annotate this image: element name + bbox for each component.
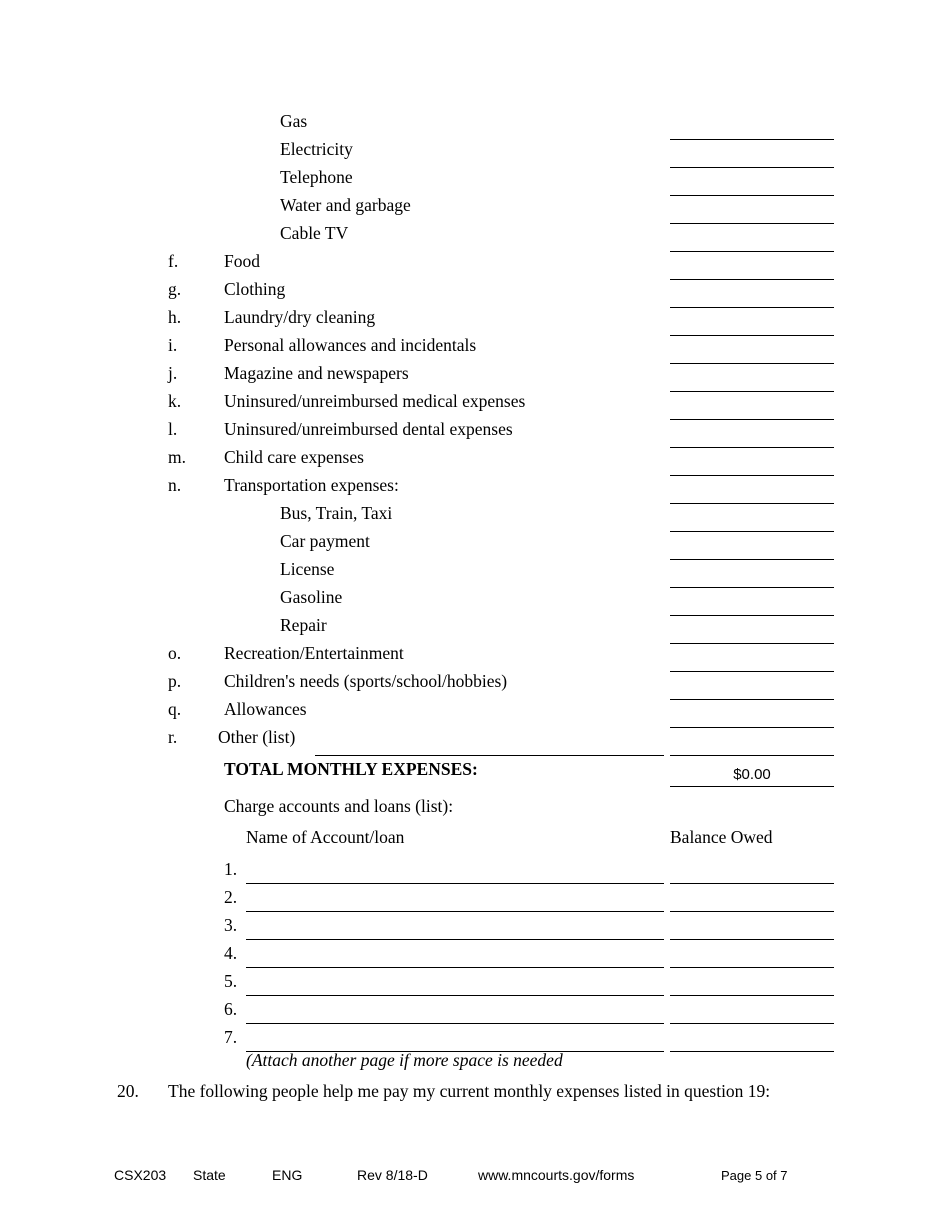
expense-label: Clothing: [224, 279, 286, 299]
loan-name-field[interactable]: [246, 945, 664, 968]
amount-field[interactable]: [670, 117, 834, 140]
amount-field[interactable]: [670, 369, 834, 392]
expense-label: Uninsured/unreimbursed medical expenses: [224, 391, 526, 411]
item-letter: l.: [168, 419, 178, 439]
amount-field[interactable]: [670, 453, 834, 476]
expense-row-water-garbage: [0, 196, 950, 224]
item-letter: p.: [168, 671, 182, 691]
loan-balance-field[interactable]: [670, 973, 834, 996]
expense-label: Bus, Train, Taxi: [280, 503, 393, 523]
item-letter: g.: [168, 279, 182, 299]
expense-row-repair: [0, 616, 950, 644]
amount-field[interactable]: [670, 285, 834, 308]
expense-row-gas: [0, 112, 950, 140]
footer-language: ENG: [272, 1167, 303, 1183]
total-label: TOTAL MONTHLY EXPENSES:: [224, 759, 478, 779]
amount-field[interactable]: [670, 705, 834, 728]
item-letter: k.: [168, 391, 182, 411]
amount-field[interactable]: [670, 649, 834, 672]
expense-row-telephone: [0, 168, 950, 196]
item-letter: i.: [168, 335, 178, 355]
expense-row-transportation: [0, 476, 950, 504]
loan-row: [0, 912, 950, 940]
loan-name-field[interactable]: [246, 1001, 664, 1024]
amount-field[interactable]: [670, 145, 834, 168]
footer-page-number: Page 5 of 7: [721, 1168, 788, 1183]
expense-row-dental: [0, 420, 950, 448]
expense-label: Laundry/dry cleaning: [224, 307, 376, 327]
amount-field[interactable]: [670, 397, 834, 420]
footer-form-id: CSX203: [114, 1167, 167, 1183]
footer-revision: Rev 8/18-D: [357, 1167, 428, 1183]
amount-field[interactable]: [670, 733, 834, 756]
expense-label: Children's needs (sports/school/hobbies): [224, 671, 508, 691]
amount-field[interactable]: [670, 621, 834, 644]
expense-row-personal-allowances: [0, 336, 950, 364]
loan-name-field[interactable]: [246, 889, 664, 912]
expense-row-gasoline: [0, 588, 950, 616]
expense-row-license: [0, 560, 950, 588]
question-number: 20.: [117, 1081, 139, 1101]
loan-row: [0, 996, 950, 1024]
loan-name-field[interactable]: [246, 973, 664, 996]
loan-number: 1.: [224, 859, 238, 879]
item-letter: j.: [168, 363, 178, 383]
expense-row-food: [0, 252, 950, 280]
loan-row: [0, 968, 950, 996]
balance-owed-header: Balance Owed: [670, 827, 773, 847]
expense-row-allowances: [0, 700, 950, 728]
item-letter: n.: [168, 475, 182, 495]
loan-row: [0, 884, 950, 912]
footer-jurisdiction: State: [193, 1167, 226, 1183]
loan-name-field[interactable]: [246, 917, 664, 940]
item-letter: r.: [168, 727, 178, 747]
loan-number: 7.: [224, 1027, 238, 1047]
item-letter: m.: [168, 447, 186, 467]
amount-field[interactable]: [670, 313, 834, 336]
amount-field[interactable]: [670, 257, 834, 280]
expense-label: License: [280, 559, 335, 579]
loan-number: 4.: [224, 943, 238, 963]
expense-row-cable-tv: [0, 224, 950, 252]
expense-row-car-payment: [0, 532, 950, 560]
amount-field[interactable]: [670, 341, 834, 364]
expense-label: Allowances: [224, 699, 307, 719]
expense-label: Personal allowances and incidentals: [224, 335, 477, 355]
amount-field[interactable]: [670, 565, 834, 588]
amount-field[interactable]: [670, 537, 834, 560]
attach-note: (Attach another page if more space is needed: [246, 1050, 563, 1070]
loan-row: [0, 1024, 950, 1052]
expense-label: Other (list): [218, 727, 296, 747]
loan-balance-field[interactable]: [670, 917, 834, 940]
expense-label: Magazine and newspapers: [224, 363, 409, 383]
expense-label: Gasoline: [280, 587, 343, 607]
loan-balance-field[interactable]: [670, 1001, 834, 1024]
loan-balance-field[interactable]: [670, 945, 834, 968]
item-letter: h.: [168, 307, 182, 327]
item-letter: q.: [168, 699, 182, 719]
expense-label: Recreation/Entertainment: [224, 643, 404, 663]
loan-balance-field[interactable]: [670, 1029, 834, 1052]
item-letter: f.: [168, 251, 179, 271]
amount-field[interactable]: [670, 201, 834, 224]
expense-label: Telephone: [280, 167, 353, 187]
loan-number: 6.: [224, 999, 238, 1019]
expense-row-other: [0, 728, 950, 756]
expense-row-child-care: [0, 448, 950, 476]
expense-label: Gas: [280, 111, 308, 131]
expense-label: Repair: [280, 615, 327, 635]
amount-field[interactable]: [670, 509, 834, 532]
loan-number: 3.: [224, 915, 238, 935]
amount-field[interactable]: [670, 425, 834, 448]
amount-field[interactable]: [670, 229, 834, 252]
expense-label: Electricity: [280, 139, 353, 159]
expense-row-recreation: [0, 644, 950, 672]
loan-number: 5.: [224, 971, 238, 991]
expense-label: Water and garbage: [280, 195, 411, 215]
loan-balance-field[interactable]: [670, 889, 834, 912]
amount-field[interactable]: [670, 173, 834, 196]
loan-number: 2.: [224, 887, 238, 907]
expense-label: Food: [224, 251, 260, 271]
amount-field[interactable]: [670, 593, 834, 616]
amount-field[interactable]: [670, 481, 834, 504]
footer-url[interactable]: www.mncourts.gov/forms: [478, 1167, 635, 1183]
loans-heading: Charge accounts and loans (list):: [224, 796, 454, 816]
expense-label: Uninsured/unreimbursed dental expenses: [224, 419, 513, 439]
expense-label: Cable TV: [280, 223, 349, 243]
expense-row-bus-train-taxi: [0, 504, 950, 532]
expense-row-laundry: [0, 308, 950, 336]
expense-label: Car payment: [280, 531, 370, 551]
loan-row: [0, 940, 950, 968]
loan-balance-field[interactable]: [670, 861, 834, 884]
loan-name-field[interactable]: [246, 1029, 664, 1052]
loan-name-field[interactable]: [246, 861, 664, 884]
question-text: The following people help me pay my current monthly expenses listed in question 19:: [168, 1081, 771, 1101]
amount-field[interactable]: [670, 677, 834, 700]
expense-row-medical: [0, 392, 950, 420]
item-letter: o.: [168, 643, 182, 663]
total-value: $0.00: [670, 764, 834, 787]
other-description-field[interactable]: [315, 733, 664, 756]
expense-row-electricity: [0, 140, 950, 168]
expense-row-childrens-needs: [0, 672, 950, 700]
loan-name-header: Name of Account/loan: [246, 827, 405, 847]
expense-row-magazines: [0, 364, 950, 392]
expense-row-clothing: [0, 280, 950, 308]
loan-row: [0, 856, 950, 884]
expense-label: Child care expenses: [224, 447, 364, 467]
expense-label: Transportation expenses:: [224, 475, 399, 495]
